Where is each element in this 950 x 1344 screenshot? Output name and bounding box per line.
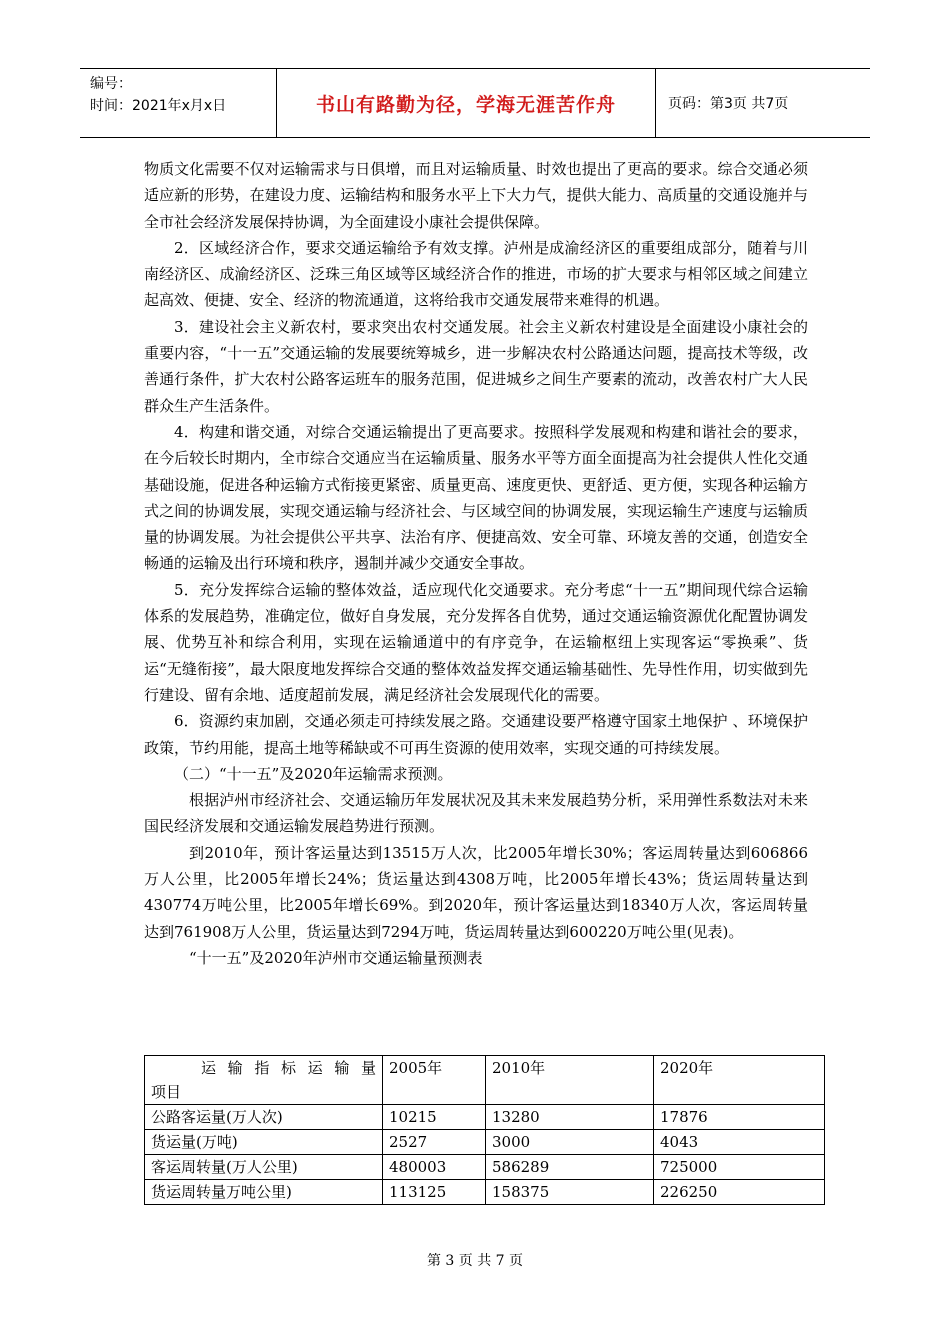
table-row bbox=[145, 1130, 825, 1155]
row-label: 货运量(万吨) bbox=[145, 1130, 383, 1155]
year-header: 2005年 bbox=[383, 1056, 486, 1105]
paragraph: 3．建设社会主义新农村，要求突出农村交通发展。社会主义新农村建设是全面建设小康社会的重要内容，“十一五”交通运输的发展要统筹城乡，进一步解决农村公路通达问题，提高技术等级，改善通行条件，扩大农村公路客运班车的服务范围，促进城乡之间生产要素的流动，改善农村广大人民群众生产生活条件。 bbox=[144, 317, 808, 415]
cell-2010: 3000 bbox=[486, 1130, 654, 1155]
row-label: 货运周转量万吨公里) bbox=[145, 1180, 383, 1205]
paragraph: 物质文化需要不仅对运输需求与日俱增，而且对运输质量、时效也提出了更高的要求。综合交通必须适应新的形势，在建设力度、运输结构和服务水平上下大力气，提供大能力、高质量的交通设施并与全市社会经济发展保持协调，为全面建设小康社会提供保障。 bbox=[144, 160, 808, 231]
serial-label: 编号： bbox=[90, 76, 132, 92]
paragraph: 到2010年，预计客运量达到13515万人次，比2005年增长30%；客运周转量达到606866万人公里，比2005年增长24%；货运量达到4308万吨，比2005年增长43%；货运周转量达到430774万吨公里，比2005年增长69%。到2020年，预计客运量达到18340万人次，客运周转量达到761908万人公里，货运量达到7294万吨，货运周转量达到600220万吨公里(见表)。 bbox=[144, 843, 808, 941]
cell-2020: 4043 bbox=[654, 1130, 825, 1155]
cell-2005: 480003 bbox=[383, 1155, 486, 1180]
forecast-table bbox=[144, 1055, 825, 1205]
page-label: 页码：第3页 共7页 bbox=[668, 96, 789, 112]
cell-2005: 10215 bbox=[383, 1105, 486, 1130]
cell-2020: 17876 bbox=[654, 1105, 825, 1130]
header-meta bbox=[80, 69, 276, 137]
table-row bbox=[145, 1155, 825, 1180]
cell-2020: 725000 bbox=[654, 1155, 825, 1180]
paragraph: 5．充分发挥综合运输的整体效益，适应现代化交通要求。充分考虑“十一五”期间现代综合运输体系的发展趋势，准确定位，做好自身发展，充分发挥各自优势，通过交通运输资源优化配置协调发展、优势互补和综合利用，实现在运输通道中的有序竞争，在运输枢纽上实现客运“零换乘”、货运“无缝衔接”，最大限度地发挥综合交通的整体效益发挥交通运输基础性、先导性作用，切实做到先行建设、留有余地、适度超前发展，满足经济社会发展现代化的需要。 bbox=[144, 580, 808, 704]
year-header: 2020年 bbox=[654, 1056, 825, 1105]
date-label: 时间：2021年x月x日 bbox=[90, 98, 227, 114]
motto: 书山有路勤为径，学海无涯苦作舟 bbox=[276, 69, 656, 137]
page-footer: 第 3 页 共 7 页 bbox=[426, 1253, 524, 1269]
section-heading: （二）“十一五”及2020年运输需求预测。 bbox=[174, 764, 453, 783]
page-header bbox=[80, 68, 870, 138]
cell-2010: 13280 bbox=[486, 1105, 654, 1130]
row-label: 客运周转量(万人公里) bbox=[145, 1155, 383, 1180]
cell-2010: 586289 bbox=[486, 1155, 654, 1180]
header-indicator-label: 运输指标运输量 bbox=[201, 1059, 376, 1077]
cell-2005: 113125 bbox=[383, 1180, 486, 1205]
header-item-label: 项目 bbox=[151, 1083, 182, 1101]
table-title: “十一五”及2020年泸州市交通运输量预测表 bbox=[189, 948, 483, 967]
row-label: 公路客运量(万人次) bbox=[145, 1105, 383, 1130]
document-body bbox=[144, 156, 808, 971]
table-row bbox=[145, 1180, 825, 1205]
cell-2020: 226250 bbox=[654, 1180, 825, 1205]
year-header: 2010年 bbox=[486, 1056, 654, 1105]
cell-2005: 2527 bbox=[383, 1130, 486, 1155]
table-row bbox=[145, 1105, 825, 1130]
paragraph: 根据泸州市经济社会、交通运输历年发展状况及其未来发展趋势分析，采用弹性系数法对未来国民经济发展和交通运输发展趋势进行预测。 bbox=[144, 791, 808, 836]
table-header-cell bbox=[145, 1056, 383, 1105]
paragraph: 6．资源约束加剧，交通必须走可持续发展之路。交通建设要严格遵守国家土地保护 、环境保护政策，节约用能，提高土地等稀缺或不可再生资源的使用效率，实现交通的可持续发展。 bbox=[144, 712, 808, 757]
table-header-row bbox=[145, 1056, 825, 1105]
paragraph: 4．构建和谐交通，对综合交通运输提出了更高要求。按照科学发展观和构建和谐社会的要求，在今后较长时期内，全市综合交通应当在运输质量、服务水平等方面全面提高为社会提供人性化交通基础设施，促进各种运输方式衔接更紧密、质量更高、速度更快、更舒适、更方便，实现各种运输方式之间的协调发展，实现交通运输与经济社会、与区域空间的协调发展，实现运输生产速度与运输质量的协调发展。为社会提供公平共享、法治有序、便捷高效、安全可靠、环境友善的交通，创造安全畅通的运输及出行环境和秩序，遏制并减少交通安全事故。 bbox=[144, 422, 808, 573]
cell-2010: 158375 bbox=[486, 1180, 654, 1205]
paragraph: 2．区域经济合作，要求交通运输给予有效支撑。泸州是成渝经济区的重要组成部分，随着与川南经济区、成渝经济区、泛珠三角区域等区域经济合作的推进，市场的扩大要求与相邻区域之间建立起高效、便捷、安全、经济的物流通道，这将给我市交通发展带来难得的机遇。 bbox=[144, 238, 808, 310]
